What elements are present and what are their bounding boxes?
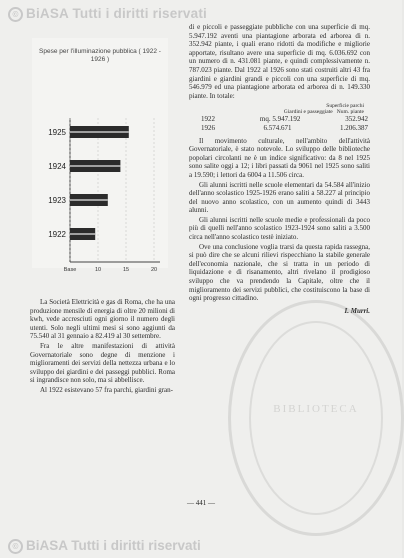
paragraph: Fra le altre manifestazioni di attività Governatoriale sono degne di menzione i miglioramenti dei servizi della nettezza urbana e lo sviluppo dei giardini e dei passeggi pubblici. Roma si ingrandisce non solo, ma si abbellisce. [30,341,175,385]
plants-table [189,103,370,132]
chart-title: Spese per l'illuminazione pubblica ( 1922 - 1926 ) [39,48,161,63]
chart-svg [32,38,168,273]
year-label: 1923 [48,196,66,205]
copyright-icon: © [8,7,23,22]
year-label: 1925 [48,128,66,137]
year-label: 1924 [48,162,66,171]
left-column [30,298,175,396]
tick-label: Base [63,267,77,273]
watermark-bottom: © BiASA Tutti i diritti riservati [8,538,201,554]
table-row: 1922 mq. 5.947.192 352.942 [201,115,368,124]
bar-chart [32,38,168,273]
paragraph: Ove una conclusione voglia trarsi da questa rapida rassegna, si può dire che se alcuni rilievi rispecchiano la stabile generale dell'economia nazionale, che si tratta in un periodo di liquidazione e di risanamento, altri rivelano il prodigioso sviluppo che va prendendo la Capitale, oltre che il miglioramento dei servizi pubblici, che costituiscono la base di ogni progresso cittadino. [189,242,370,303]
watermark-top: © BiASA Tutti i diritti riservati [8,6,207,22]
tick-label: 15 [122,267,130,273]
tick-label: 20 [150,267,158,273]
paragraph: Gli alunni iscritti nelle scuole elementari da 54.584 all'inizio dell'anno scolastico 1925-1926 erano saliti a 58.227 al principio del nuovo anno scolastico, con un aumento quindi di 3443 alunni. [189,180,370,215]
table-row: 1926 6.574.671 1.206.387 [201,123,368,132]
paragraph: Gli alunni iscritti nelle scuole medie e professionali da poco più di quelli nell'anno scolastico 1923-1924 sono saliti a 3.500 circa nell'anno scolastico testè iniziato. [189,215,370,242]
paragraph: Il movimento culturale, nell'ambito dell'attività Governatoriale, è stato notevole. Lo sviluppo delle biblioteche popolari circolanti ne è un indice significativo: da 8 nel 1925 sono salite oggi a 12; i libri passati da 9061 nel 1925 sono saliti a 19.590; i lettori da 6004 a 11.506 circa. [189,136,370,179]
copyright-icon: © [8,539,23,554]
paragraph: Al 1922 esistevano 57 fra parchi, giardini gran- [40,385,173,394]
paragraph: La Società Elettricità e gas di Roma, che ha una produzione mensile di energia di oltre 20 milioni di kwh, vede accresciuti ogni giorno il numero degli utenti. Solo negli ultimi mesi si sono aggiunti da 75.540 al 31 gennaio a 82.419 al 30 settembre. [30,298,175,341]
page-number: — 441 — [187,499,215,507]
year-label: 1922 [48,230,66,239]
tick-label: 10 [94,267,102,273]
seal-inner-ring [249,321,383,515]
signature: I. Murri. [344,306,370,315]
table-header: Superficie parchi Giardini e passeggiate Num. piante [283,103,364,116]
seal-text: BIBLIOTECA [273,403,359,415]
right-column [189,23,370,315]
paragraph: di e piccoli e passeggiate pubbliche con una superficie di mq. 5.947.192 aventi una piantagione arborata ed arborea di n. 352.942 piante, i quali erano ridotti da modifiche e migliorie apportate, risultano avere una superficie di mq. 6.036.692 con un numero di n. 431.081 piante, e quindi complessivamente n. 787.023 piante. Dal 1922 al 1926 sono stati costruiti altri 43 fra giardini e giardini grandi e piccoli con una superficie di mq. 546.979 ed una piantagione arborata ed arborea di n. 149.330 piante. In totale: [189,23,370,100]
